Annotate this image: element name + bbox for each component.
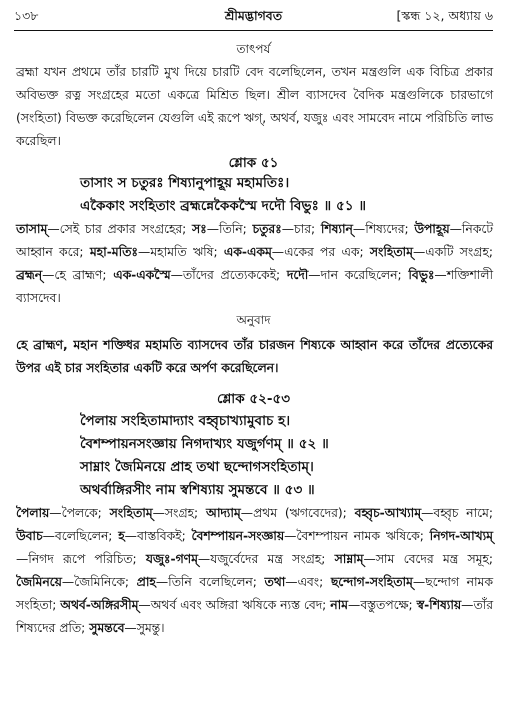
synonym-meaning: এবং xyxy=(297,575,320,589)
verse-line: একৈকাং সংহিতাং ব্রহ্মন্নেকৈকস্মৈ দদৌ বিভুঃ ॥ ৫১ ॥ xyxy=(80,198,367,214)
purport-paragraph: ব্রহ্মা যখন প্রথমে তাঁর চারটি মুখ দিয়ে চারটি বেদ বলেছিলেন, তখন মন্ত্রগুলি এক বিচিত্র প্রকার অবিভক্ত রত্ন সংগ্রহের মতো একত্রে মিশ্রিত ছিল। শ্রীল ব্যাসদেব বৈদিক মন্ত্রগুলিকে চারভাগে (সংহিতা) বিভক্ত করেছিলেন যেগুলি এই রূপে ঋগ্, অথর্ব, যজুঃ এবং সামবেদ নামে পরিচিতি লাভ করেছিল। xyxy=(16,65,493,148)
synonym-term: মহা-মতিঃ xyxy=(89,245,138,259)
synonym-meaning: একের পর এক xyxy=(284,245,360,259)
verse-52-53-synonyms xyxy=(16,502,493,640)
synonym-meaning: বাস্তবিকই xyxy=(136,529,182,543)
purport-text xyxy=(16,61,493,153)
verse-line: বৈশম্পায়নসংজ্ঞায় নিগদাখ্যং যজুর্গণম্ ॥ ৫২ ॥ xyxy=(80,436,329,452)
verse-line: সাম্নাং জৈমিনয়ে প্রাহ তথা ছন্দোগসংহিতাম্। xyxy=(80,459,314,475)
synonym-term: সংহিতাম্ xyxy=(369,245,413,259)
synonym-term: হ xyxy=(118,529,125,543)
synonym-meaning: সংগ্রহ xyxy=(164,506,195,520)
translation-text xyxy=(16,334,493,380)
synonym-term: উপাহূয় xyxy=(414,222,450,236)
synonym-term: জৈমিনয়ে xyxy=(16,575,62,589)
synonym-meaning: তিনি xyxy=(219,222,243,236)
synonym-term: বিভুঃ xyxy=(408,268,435,282)
synonym-meaning: চার xyxy=(294,222,311,236)
book-title: শ্রীমদ্ভাগবত xyxy=(224,8,283,23)
synonym-term: বৈশম্পায়ন-সংজ্ঞায় xyxy=(191,529,285,543)
synonym-meaning: মহামতি ঋষি xyxy=(150,245,214,259)
translation-paragraph: হে ব্রাহ্মণ, মহান শক্তিধর মহামতি ব্যাসদেব তাঁর চারজন শিষ্যকে আহ্বান করে তাঁদের প্রত্যেকের উপর এই চার সংহিতার একটি করে অর্পণ করেছিলেন। xyxy=(16,338,493,375)
synonym-meaning: শিষ্যদের xyxy=(365,222,405,236)
synonym-term: সুমন্তবে xyxy=(89,621,125,635)
synonym-term: নাম xyxy=(330,598,349,612)
synonym-term: তাসাম্ xyxy=(16,222,48,236)
synonym-meaning: নিগদ রূপে পরিচিত xyxy=(28,552,133,566)
synonym-meaning: প্রথম (ঋগবেদের) xyxy=(253,506,343,520)
page-number: ১৩৮ xyxy=(14,8,39,23)
synonym-term: দদৌ xyxy=(286,268,309,282)
page-header xyxy=(14,8,493,28)
synonym-term: সংহিতাম্ xyxy=(109,506,153,520)
synonym-meaning: সাম বেদের মন্ত্র সমূহ xyxy=(375,552,489,566)
synonym-term: পৈলায় xyxy=(16,506,50,520)
synonym-meaning: হে ব্রাহ্মণ xyxy=(54,268,103,282)
synonym-meaning: সেই চার প্রকার সংগ্রহের xyxy=(59,222,183,236)
synonym-meaning: পৈলকে xyxy=(61,506,98,520)
synonym-meaning: অথর্ব এবং অঙ্গিরা ঋষিকে ন্যস্ত বেদ xyxy=(150,598,323,612)
verse-line: পৈলায় সংহিতামাদ্যাং বহ্বৃচাখ্যামুবাচ হ। xyxy=(80,413,291,429)
verse-51-text xyxy=(80,172,467,218)
synonym-term: ব্রহ্মন্ xyxy=(16,268,43,282)
synonyms-paragraph: পৈলায়—পৈলকে; সংহিতাম্—সংগ্রহ; আদ্যাম্—প্রথম (ঋগবেদের); বহ্বৃচ-আখ্যাম্—বহ্বৃচ নামে; উবাচ—বলেছিলেন; হ—বাস্তবিকই; বৈশম্পায়ন-সংজ্ঞায়—বৈশম্পায়ন নামক ঋষিকে; নিগদ-আখ্যম্—নিগদ রূপে পরিচিত; যজুঃ-গণম্—যজুর্বেদের মন্ত্র সংগ্রহ; সাম্নাম্—সাম বেদের মন্ত্র সমূহ; জৈমিনয়ে—জৈমিনিকে; প্রাহ—তিনি বলেছিলেন; তথা—এবং; ছন্দোগ-সংহিতাম্—ছন্দোগ নামক সংহিতা; অথর্ব-অঙ্গিরসীম্—অথর্ব এবং অঙ্গিরা ঋষিকে ন্যস্ত বেদ; নাম—বস্তুতপক্ষে; স্ব-শিষ্যায়—তাঁর শিষ্যদের প্রতি; সুমন্তবে—সুমন্তু। xyxy=(16,506,494,635)
verse-51-synonyms xyxy=(16,218,493,310)
verse-52-53-text xyxy=(80,410,467,502)
synonym-term: এক-একম্ xyxy=(223,245,272,259)
synonym-meaning: তাঁর শিষ্যদের প্রতি xyxy=(16,598,493,635)
synonym-term: বহ্বৃচ-আখ্যাম্ xyxy=(354,506,422,520)
synonym-meaning: যজুর্বেদের মন্ত্র সংগ্রহ xyxy=(210,552,322,566)
synonym-meaning: বহ্বৃচ নামে xyxy=(433,506,489,520)
synonyms-paragraph: তাসাম্—সেই চার প্রকার সংগ্রহের; সঃ—তিনি; চতুরঃ—চার; শিষ্যান্—শিষ্যদের; উপাহূয়—নিকটে আহ্বান করে; মহা-মতিঃ—মহামতি ঋষি; এক-একম্—একের পর এক; সংহিতাম্—একটি সংগ্রহ; ব্রহ্মন্—হে ব্রাহ্মণ; এক-একস্মৈ—তাঁদের প্রত্যেককেই; দদৌ—দান করেছিলেন; বিভুঃ—শক্তিশালী ব্যাসদেব। xyxy=(16,222,493,305)
synonym-term: প্রাহ xyxy=(136,575,156,589)
synonym-term: ছন্দোগ-সংহিতাম্ xyxy=(330,575,413,589)
synonym-meaning: তাঁদের প্রত্যেককেই xyxy=(182,268,277,282)
verse-line: অথর্বাঙ্গিরসীং নাম স্বশিষ্যায় সুমন্তবে ॥ ৫৩ ॥ xyxy=(80,482,315,498)
synonym-meaning: একটি সংগ্রহ xyxy=(425,245,489,259)
synonym-meaning: বলেছিলেন xyxy=(54,529,109,543)
verse-line: তাসাং স চতুরঃ শিষ্যানুপাহূয় মহামতিঃ। xyxy=(80,175,290,191)
synonym-meaning: তিনি বলেছিলেন xyxy=(168,575,253,589)
synonym-term: স্ব-শিষ্যায় xyxy=(416,598,462,612)
synonym-meaning: ছন্দোগ নামক সংহিতা xyxy=(16,575,493,612)
synonym-term: সাম্নাম্ xyxy=(334,552,364,566)
synonym-term: শিষ্যান্ xyxy=(320,222,353,236)
synonym-term: যজুঃ-গণম্ xyxy=(145,552,198,566)
synonym-term: নিগদ-আখ্যম্ xyxy=(429,529,493,543)
synonym-term: উবাচ xyxy=(16,529,43,543)
translation-heading: অনুবাদ xyxy=(236,313,271,327)
synonym-term: অথর্ব-অঙ্গিরসীম্ xyxy=(60,598,139,612)
synonym-meaning: বস্তুতপক্ষে xyxy=(360,598,409,612)
synonym-meaning: নিকটে আহ্বান করে xyxy=(16,222,493,259)
synonym-term: সঃ xyxy=(192,222,207,236)
synonym-meaning: সুমন্তু xyxy=(136,621,161,635)
verse-52-53-heading: শ্লোক ৫২-৫৩ xyxy=(216,391,291,407)
purport-heading: তাৎপর্য xyxy=(236,42,271,56)
header-rule xyxy=(14,30,493,31)
synonym-meaning: জৈমিনিকে xyxy=(74,575,125,589)
synonym-meaning: দান করেছিলেন xyxy=(320,268,398,282)
synonym-meaning: বৈশম্পায়ন নামক ঋষিকে xyxy=(296,529,420,543)
synonym-meaning: শক্তিশালী ব্যাসদেব xyxy=(16,268,493,305)
synonym-term: আদ্যাম্ xyxy=(206,506,241,520)
synonym-term: তথা xyxy=(264,575,286,589)
verse-51-heading: শ্লোক ৫১ xyxy=(228,155,279,171)
chapter-reference: [স্কন্ধ ১২, অধ্যায় ৬ xyxy=(396,8,493,23)
synonym-term: চতুরঃ xyxy=(252,222,282,236)
synonym-term: এক-একস্মৈ xyxy=(113,268,171,282)
